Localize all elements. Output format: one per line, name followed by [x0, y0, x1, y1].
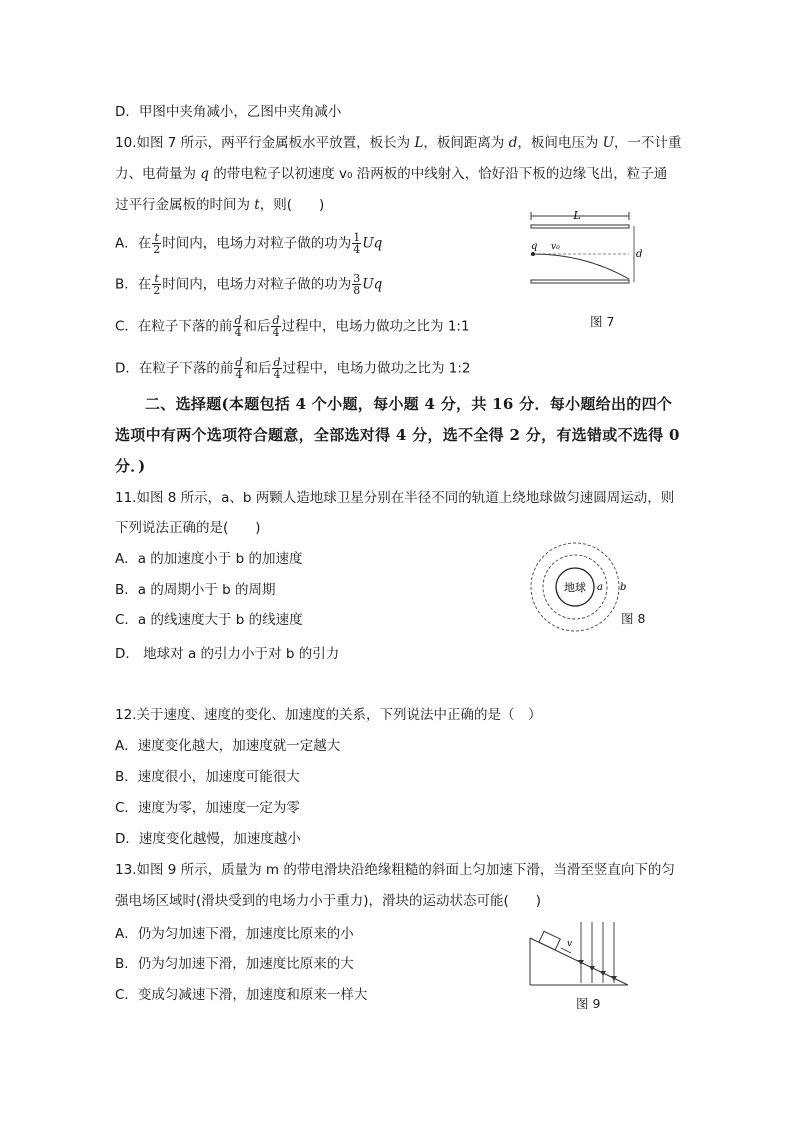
text: 10.如图 7 所示，两平行金属板水平放置，板长为: [115, 135, 415, 151]
text: B．在: [115, 276, 152, 293]
text: 过程中，电场力做功之比为 1:2: [282, 360, 471, 377]
figure-9-caption: 图 9: [576, 996, 601, 1011]
figure-8-orbits: [525, 540, 630, 635]
q13-option-c: C．变成匀减速下滑，加速度和原来一样大: [115, 987, 368, 1003]
figure-7-parallel-plates: [525, 208, 660, 293]
q12-option-b: B．速度很小，加速度可能很大: [115, 769, 300, 785]
numerator: t: [152, 232, 161, 244]
figure-9-incline: [525, 918, 635, 990]
q13-option-b: B．仍为匀加速下滑，加速度比原来的大: [115, 956, 354, 972]
fraction-1-over-4: [352, 232, 361, 255]
q13-option-a: A．仍为匀加速下滑，加速度比原来的小: [115, 926, 354, 942]
upper-plate: [531, 225, 629, 228]
text: 时间内，电场力对粒子做的功为: [162, 276, 352, 293]
q11-option-d: D． 地球对 a 的引力小于对 b 的引力: [115, 646, 340, 662]
q10-stem-line3: [115, 196, 324, 214]
figure-8-caption: 图 8: [621, 611, 646, 626]
q11-stem-line2: 下列说法正确的是( ): [115, 520, 261, 536]
lower-plate: [531, 280, 629, 283]
numerator: d: [273, 356, 281, 369]
denominator: 8: [353, 284, 361, 297]
numerator: t: [152, 273, 161, 285]
section2-header-line1: 二、选择题(本题包括 4 个小题，每小题 4 分，共 16 分．每小题给出的四个: [145, 395, 673, 413]
label-earth: 地球: [564, 581, 586, 594]
label-v: v: [567, 939, 573, 949]
label-v0: v₀: [551, 242, 560, 252]
q11-option-b: B．a 的周期小于 b 的周期: [115, 582, 276, 598]
numerator: 1: [353, 231, 361, 244]
q13-stem-line1: 13.如图 9 所示，质量为 m 的带电滑块沿绝缘粗糙的斜面上匀加速下滑，当滑至竖直向下的匀: [115, 862, 675, 878]
text: C．在粒子下落的前: [115, 318, 233, 335]
denominator: 4: [234, 326, 242, 339]
label-b: b: [620, 582, 627, 593]
q13-stem-line2: 强电场区域时(滑块受到的电场力小于重力)，滑块的运动状态可能( ): [115, 893, 542, 909]
text: 过程中，电场力做功之比为 1:1: [281, 318, 470, 335]
text: ，板间电压为: [517, 135, 603, 151]
fraction-d-over-4: [233, 315, 242, 338]
var-U: U: [602, 135, 615, 151]
fraction-3-over-8: [352, 273, 361, 296]
fraction-t-over-2: [152, 232, 161, 255]
block: [539, 931, 560, 950]
figure-7-caption: 图 7: [590, 314, 615, 329]
denominator: 4: [272, 326, 280, 339]
numerator: d: [272, 314, 280, 327]
q12-option-d: D．速度变化越慢，加速度越小: [115, 831, 301, 847]
q10-option-d: [115, 357, 471, 380]
q10-stem-line2: [115, 165, 667, 183]
numerator: d: [234, 314, 242, 327]
fraction-t-over-2: [152, 273, 161, 296]
q10-option-b: [115, 273, 382, 296]
q11-option-c: C．a 的线速度大于 b 的线速度: [115, 612, 303, 628]
text: 的带电粒子以初速度 v₀ 沿两板的中线射入，恰好沿下板的边缘飞出，粒子通: [208, 166, 668, 182]
section2-header-line2: 选项中有两个选项符合题意，全部选对得 4 分，选不全得 2 分，有选错或不选得 0: [115, 426, 680, 444]
fraction-d-over-4: [272, 357, 281, 380]
label-L: L: [573, 209, 581, 222]
denominator: 2: [153, 284, 161, 297]
text: 过平行金属板的时间为: [115, 197, 255, 213]
text: ，一不计重: [614, 135, 682, 151]
q9-option-d: D．甲图中夹角减小，乙图中夹角减小: [115, 104, 342, 120]
label-a: a: [597, 582, 603, 593]
fraction-d-over-4: [234, 357, 243, 380]
text: 和后: [243, 318, 271, 335]
text: 时间内，电场力对粒子做的功为: [162, 235, 352, 252]
denominator: 4: [353, 243, 361, 256]
var-q: q: [200, 166, 209, 182]
var-t: t: [254, 197, 260, 213]
denominator: 4: [273, 368, 281, 381]
text: 和后: [244, 360, 272, 377]
var-d: d: [508, 135, 518, 151]
label-q: q: [531, 241, 538, 252]
q12-option-c: C．速度为零，加速度一定为零: [115, 800, 300, 816]
section2-header-line3: 分．): [115, 457, 146, 475]
var-L: L: [414, 135, 424, 151]
label-d: d: [636, 249, 643, 260]
text: 力、电荷量为: [115, 166, 201, 182]
q12-stem: 12.关于速度、速度的变化、加速度的关系，下列说法中正确的是（ ）: [115, 707, 542, 723]
q12-option-a: A．速度变化越大，加速度就一定越大: [115, 738, 341, 754]
denominator: 4: [235, 368, 243, 381]
q10-option-a: [115, 232, 382, 255]
fraction-d-over-4: [271, 315, 280, 338]
text: ，则( ): [259, 197, 325, 213]
text: Uq: [362, 235, 383, 252]
numerator: d: [235, 356, 243, 369]
q11-stem-line1: 11.如图 8 所示，a、b 两颗人造地球卫星分别在半径不同的轨道上绕地球做匀速圆周运动，则: [115, 490, 675, 506]
denominator: 2: [153, 243, 161, 256]
text: ，板间距离为: [423, 135, 509, 151]
trajectory: [533, 254, 629, 279]
text: D．在粒子下落的前: [115, 360, 234, 377]
field-lines: [581, 922, 614, 983]
q10-stem-line1: [115, 134, 682, 152]
text: A．在: [115, 235, 152, 252]
text: Uq: [362, 276, 383, 293]
q11-option-a: A．a 的加速度小于 b 的加速度: [115, 551, 303, 567]
q10-option-c: [115, 315, 470, 338]
numerator: 3: [353, 272, 361, 285]
